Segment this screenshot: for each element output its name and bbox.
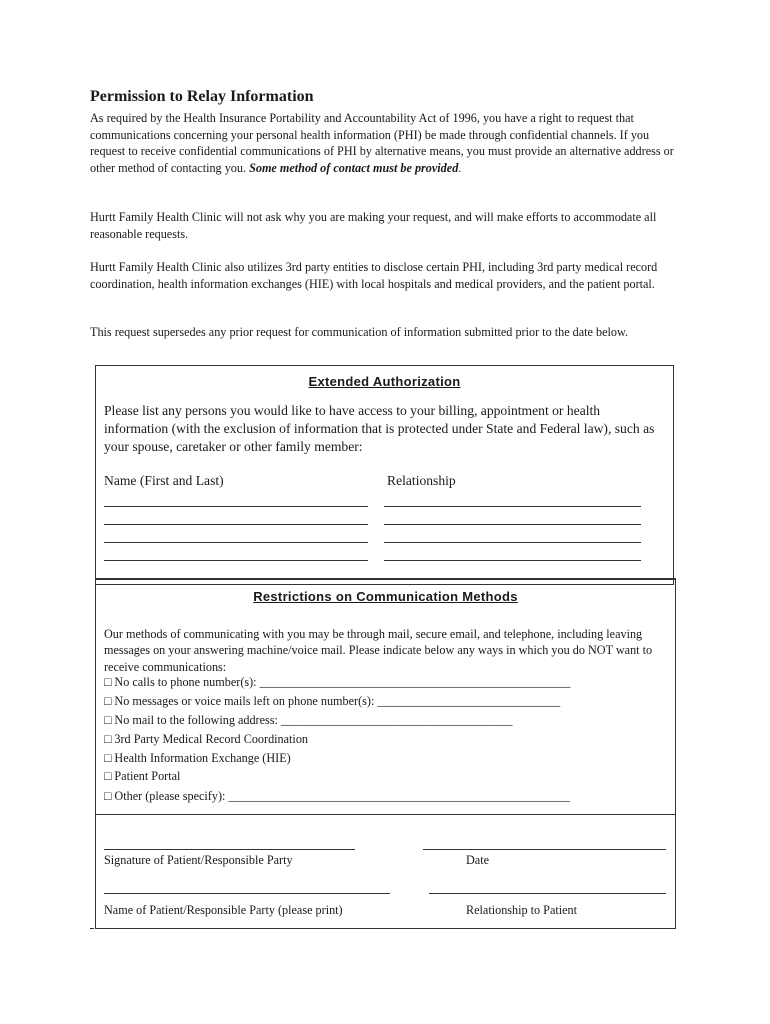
hipaa-intro-text: As required by the Health Insurance Portability and Accountability Act of 1996, you have a right to request that communications concerning your personal health information (PHI) be made through confidential channels. If you request to receive confidential communications of PHI by alternative means, you must provide an alternative address or other method of contacting you. — [90, 111, 674, 175]
restrictions-intro: Our methods of communicating with you may be through mail, secure email, and telephone, including leaving messages on your answering machine/voice mail. Please indicate below any ways in which you do NOT want to receive communications: — [104, 627, 653, 674]
no-calls-option[interactable]: □ No calls to phone number(s): ___________________________________________________ — [104, 675, 571, 689]
third-party-coordination-option[interactable]: □ 3rd Party Medical Record Coordination — [104, 732, 309, 746]
no-mail-option[interactable]: □ No mail to the following address: ______________________________________ — [104, 713, 513, 727]
authorized-person-name-field-3[interactable] — [104, 542, 368, 543]
authorized-person-relationship-field-2[interactable] — [384, 524, 641, 525]
extended-authorization-heading: Extended Authorization — [308, 374, 461, 389]
printed-name-label: Name of Patient/Responsible Party (please print) — [104, 903, 343, 917]
other-option[interactable]: □ Other (please specify): ________________________________________________________ — [104, 789, 570, 803]
relationship-to-patient-label: Relationship to Patient — [466, 903, 578, 917]
hipaa-intro-end: . — [458, 160, 462, 175]
authorized-person-name-field-1[interactable] — [104, 506, 368, 507]
relationship-to-patient-field[interactable] — [429, 893, 666, 894]
printed-name-field[interactable] — [104, 893, 390, 894]
third-party-paragraph: Hurtt Family Health Clinic also utilizes 3rd party entities to disclose certain PHI, including 3rd party medical record coordination, health information exchanges (HIE) with local hospitals and medical providers, and the patient portal. — [90, 260, 658, 291]
clinic-request-paragraph: Hurtt Family Health Clinic will not ask why you are making your request, and will make efforts to accommodate all reasonable requests. — [90, 210, 657, 241]
patient-portal-option[interactable]: □ Patient Portal — [104, 769, 181, 783]
page-title: Permission to Relay Information — [90, 88, 314, 105]
relationship-column-label: Relationship — [387, 473, 456, 488]
authorized-person-relationship-field-3[interactable] — [384, 542, 641, 543]
signature-label: Signature of Patient/Responsible Party — [104, 853, 293, 867]
extended-authorization-section — [95, 365, 674, 585]
restrictions-section — [95, 578, 676, 815]
contact-required-notice: Some method of contact must be provided — [249, 160, 459, 175]
signature-section — [95, 814, 676, 929]
supersedes-paragraph: This request supersedes any prior request for communication of information submitted prior to the date below. — [90, 325, 629, 339]
signature-field[interactable] — [104, 849, 355, 850]
extended-authorization-intro: Please list any persons you would like to have access to your billing, appointment or health information (with the exclusion of information that is protected under State and Federal law), such as your spouse, caretaker or other family member: — [104, 403, 655, 454]
date-field[interactable] — [423, 849, 666, 850]
authorized-person-relationship-field-4[interactable] — [384, 560, 641, 561]
authorized-person-relationship-field-1[interactable] — [384, 506, 641, 507]
hie-option[interactable]: □ Health Information Exchange (HIE) — [104, 751, 291, 765]
name-column-label: Name (First and Last) — [104, 473, 224, 488]
authorized-person-name-field-4[interactable] — [104, 560, 368, 561]
no-voicemail-option[interactable]: □ No messages or voice mails left on phone number(s): ______________________________ — [104, 694, 561, 708]
hipaa-intro-paragraph — [90, 110, 680, 176]
margin-mark — [90, 928, 94, 929]
restrictions-heading: Restrictions on Communication Methods — [253, 589, 518, 604]
date-label: Date — [466, 853, 490, 867]
authorized-person-name-field-2[interactable] — [104, 524, 368, 525]
